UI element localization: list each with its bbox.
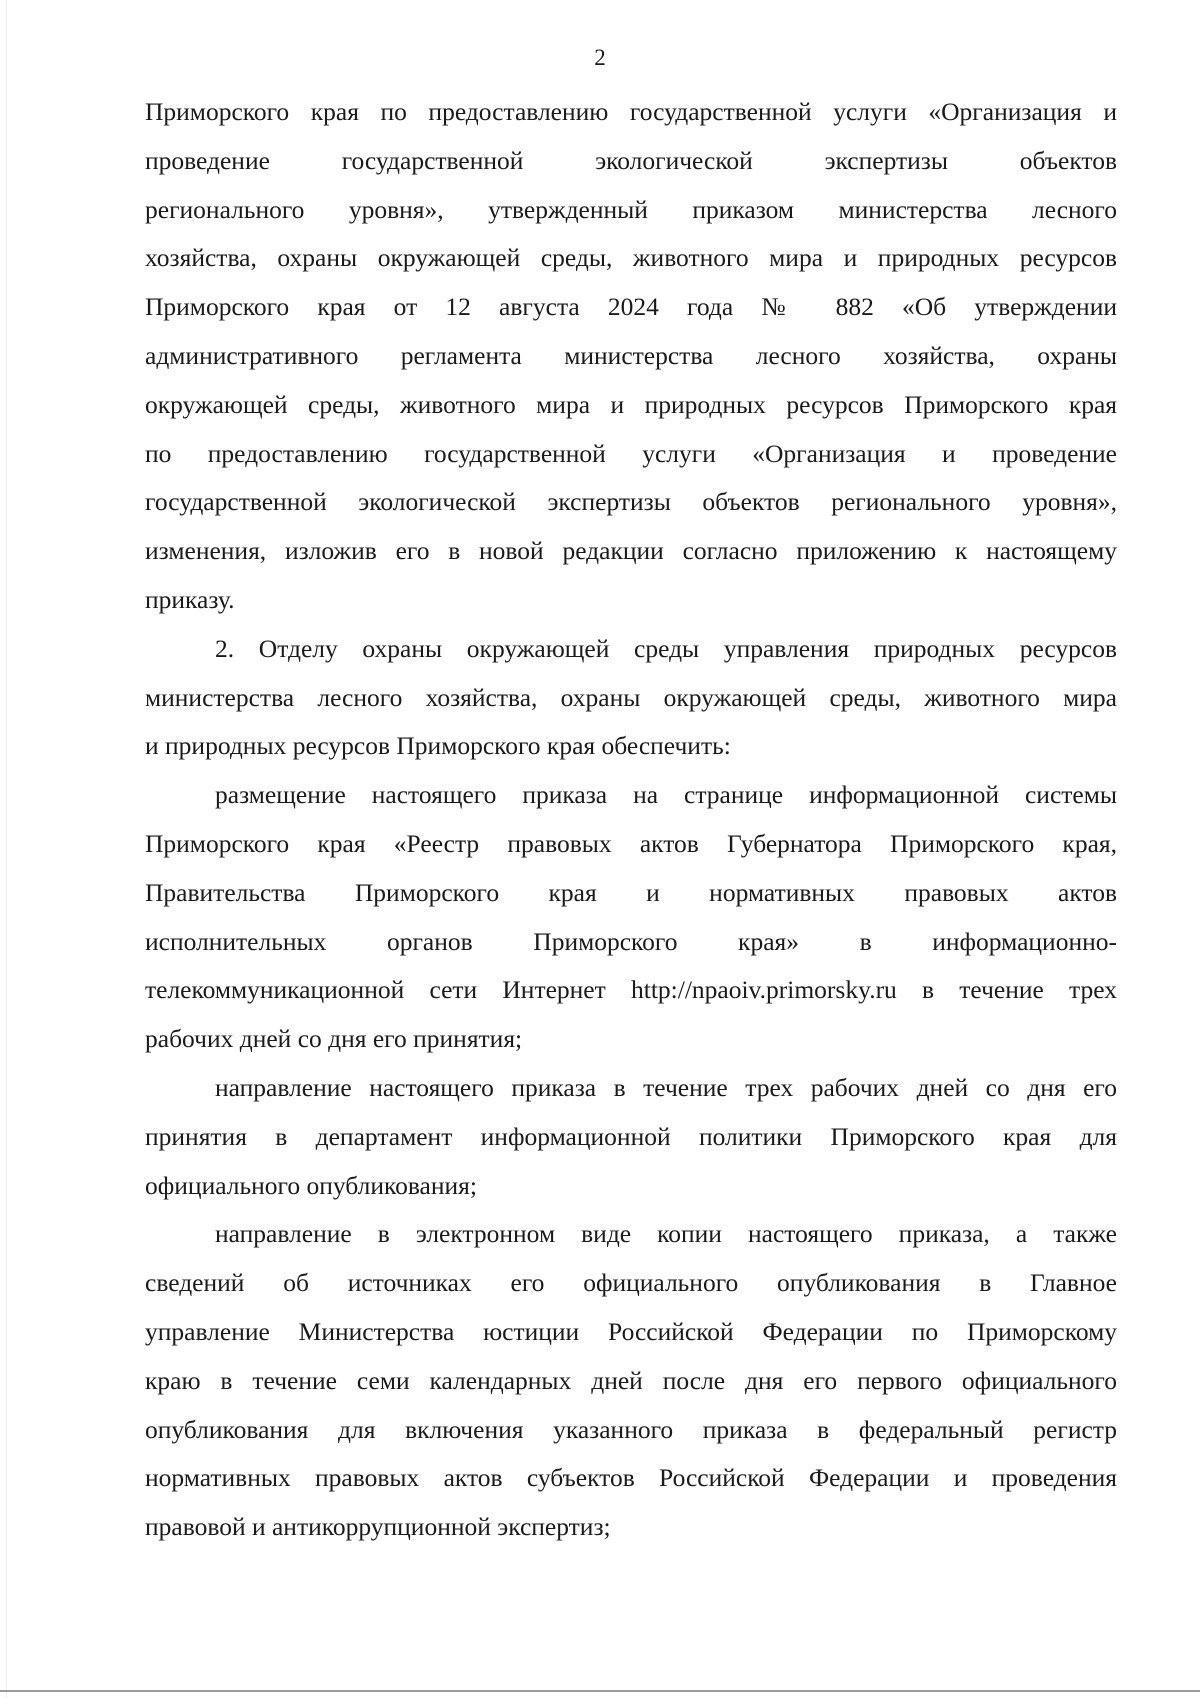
text-line: Правительства Приморского края и нормативных правовых актов <box>145 877 1117 907</box>
text-line: Приморского края «Реестр правовых актов Губернатора Приморского края, <box>145 828 1117 858</box>
text-line: сведений об источниках его официального опубликования в Главное <box>145 1268 1117 1298</box>
text-line: телекоммуникационной сети Интернет http://npaoiv.primorsky.ru в течение трех <box>145 975 1117 1005</box>
text-line: официального опубликования; <box>145 1170 477 1200</box>
text-line: правовой и антикоррупционной экспертиз; <box>145 1512 611 1542</box>
text-line: административного регламента министерства лесного хозяйства, охраны <box>145 340 1117 370</box>
text-line: проведение государственной экологической экспертизы объектов <box>145 145 1117 175</box>
text-line: приказу. <box>145 584 235 614</box>
paragraph-start-line: направление в электронном виде копии настоящего приказа, а также <box>215 1219 1117 1249</box>
text-line: окружающей среды, животного мира и природных ресурсов Приморского края <box>145 389 1117 419</box>
text-line: хозяйства, охраны окружающей среды, животного мира и природных ресурсов <box>145 243 1117 273</box>
document-body <box>145 88 1117 1552</box>
text-line: изменения, изложив его в новой редакции согласно приложению к настоящему <box>145 536 1117 566</box>
text-line: управление Министерства юстиции Российской Федерации по Приморскому <box>145 1316 1117 1346</box>
text-line: и природных ресурсов Приморского края обеспечить: <box>145 731 731 761</box>
text-line: рабочих дней со дня его принятия; <box>145 1024 523 1054</box>
paragraph-start-line: 2. Отделу охраны окружающей среды управления природных ресурсов <box>215 633 1117 663</box>
scan-margin-shadow <box>6 0 7 1698</box>
text-line: принятия в департамент информационной политики Приморского края для <box>145 1121 1117 1151</box>
text-line: опубликования для включения указанного приказа в федеральный регистр <box>145 1414 1117 1444</box>
page-number: 2 <box>594 45 606 70</box>
text-line: Приморского края по предоставлению государственной услуги «Организация и <box>145 97 1117 126</box>
paragraph-start-line: размещение настоящего приказа на странице информационной системы <box>215 780 1117 810</box>
text-line: регионального уровня», утвержденный приказом министерства лесного <box>145 194 1117 224</box>
text-line: по предоставлению государственной услуги «Организация и проведение <box>145 438 1117 468</box>
scan-bottom-edge <box>0 1690 1200 1692</box>
text-line: государственной экологической экспертизы объектов регионального уровня», <box>145 487 1117 517</box>
paragraph-start-line: направление настоящего приказа в течение трех рабочих дней со дня его <box>215 1072 1117 1102</box>
text-line: исполнительных органов Приморского края» в информационно- <box>145 926 1117 956</box>
text-line: краю в течение семи календарных дней после дня его первого официального <box>145 1365 1117 1395</box>
text-line: министерства лесного хозяйства, охраны окружающей среды, животного мира <box>145 682 1117 712</box>
text-line: нормативных правовых актов субъектов Российской Федерации и проведения <box>145 1463 1117 1493</box>
text-line: Приморского края от 12 августа 2024 года № 882 «Об утверждении <box>145 292 1117 322</box>
